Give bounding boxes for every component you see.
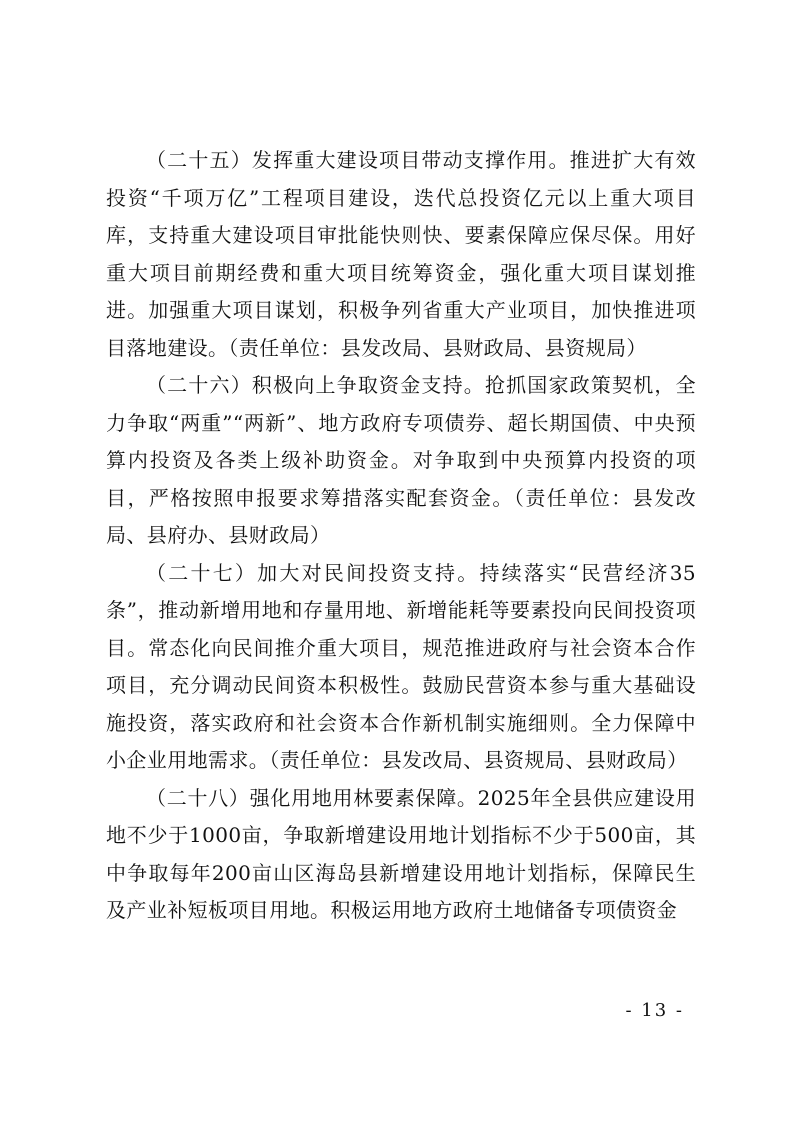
page-number: - 13 - (625, 1000, 684, 1021)
document-body (106, 142, 696, 930)
paragraph-25: （二十五）发挥重大建设项目带动支撑作用。推进扩大有效投资“千项万亿”工程项目建设，迭代总投资亿元以上重大项目库，支持重大建设项目审批能快则快、要素保障应保尽保。用好重大项目前期经费和重大项目统筹资金，强化重大项目谋划推进。加强重大项目谋划，积极争列省重大产业项目，加快推进项目落地建设。（责任单位：县发改局、县财政局、县资规局） (106, 148, 696, 360)
paragraph-27: （二十七）加大对民间投资支持。持续落实“民营经济35条”，推动新增用地和存量用地、新增能耗等要素投向民间投资项目。常态化向民间推介重大项目，规范推进政府与社会资本合作项目，充分调动民间资本积极性。鼓励民营资本参与重大基础设施投资，落实政府和社会资本合作新机制实施细则。全力保障中小企业用地需求。（责任单位：县发改局、县资规局、县财政局） (106, 560, 696, 772)
paragraph-28: （二十八）强化用地用林要素保障。2025年全县供应建设用地不少于1000亩，争取新增建设用地计划指标不少于500亩，其中争取每年200亩山区海岛县新增建设用地计划指标，保障民生及产业补短板项目用地。积极运用地方政府土地储备专项债资金 (106, 785, 696, 922)
paragraph-26: （二十六）积极向上争取资金支持。抢抓国家政策契机，全力争取“两重”“两新”、地方政府专项债券、超长期国债、中央预算内投资及各类上级补助资金。对争取到中央预算内投资的项目，严格按照申报要求筹措落实配套资金。（责任单位：县发改局、县府办、县财政局） (106, 373, 696, 547)
